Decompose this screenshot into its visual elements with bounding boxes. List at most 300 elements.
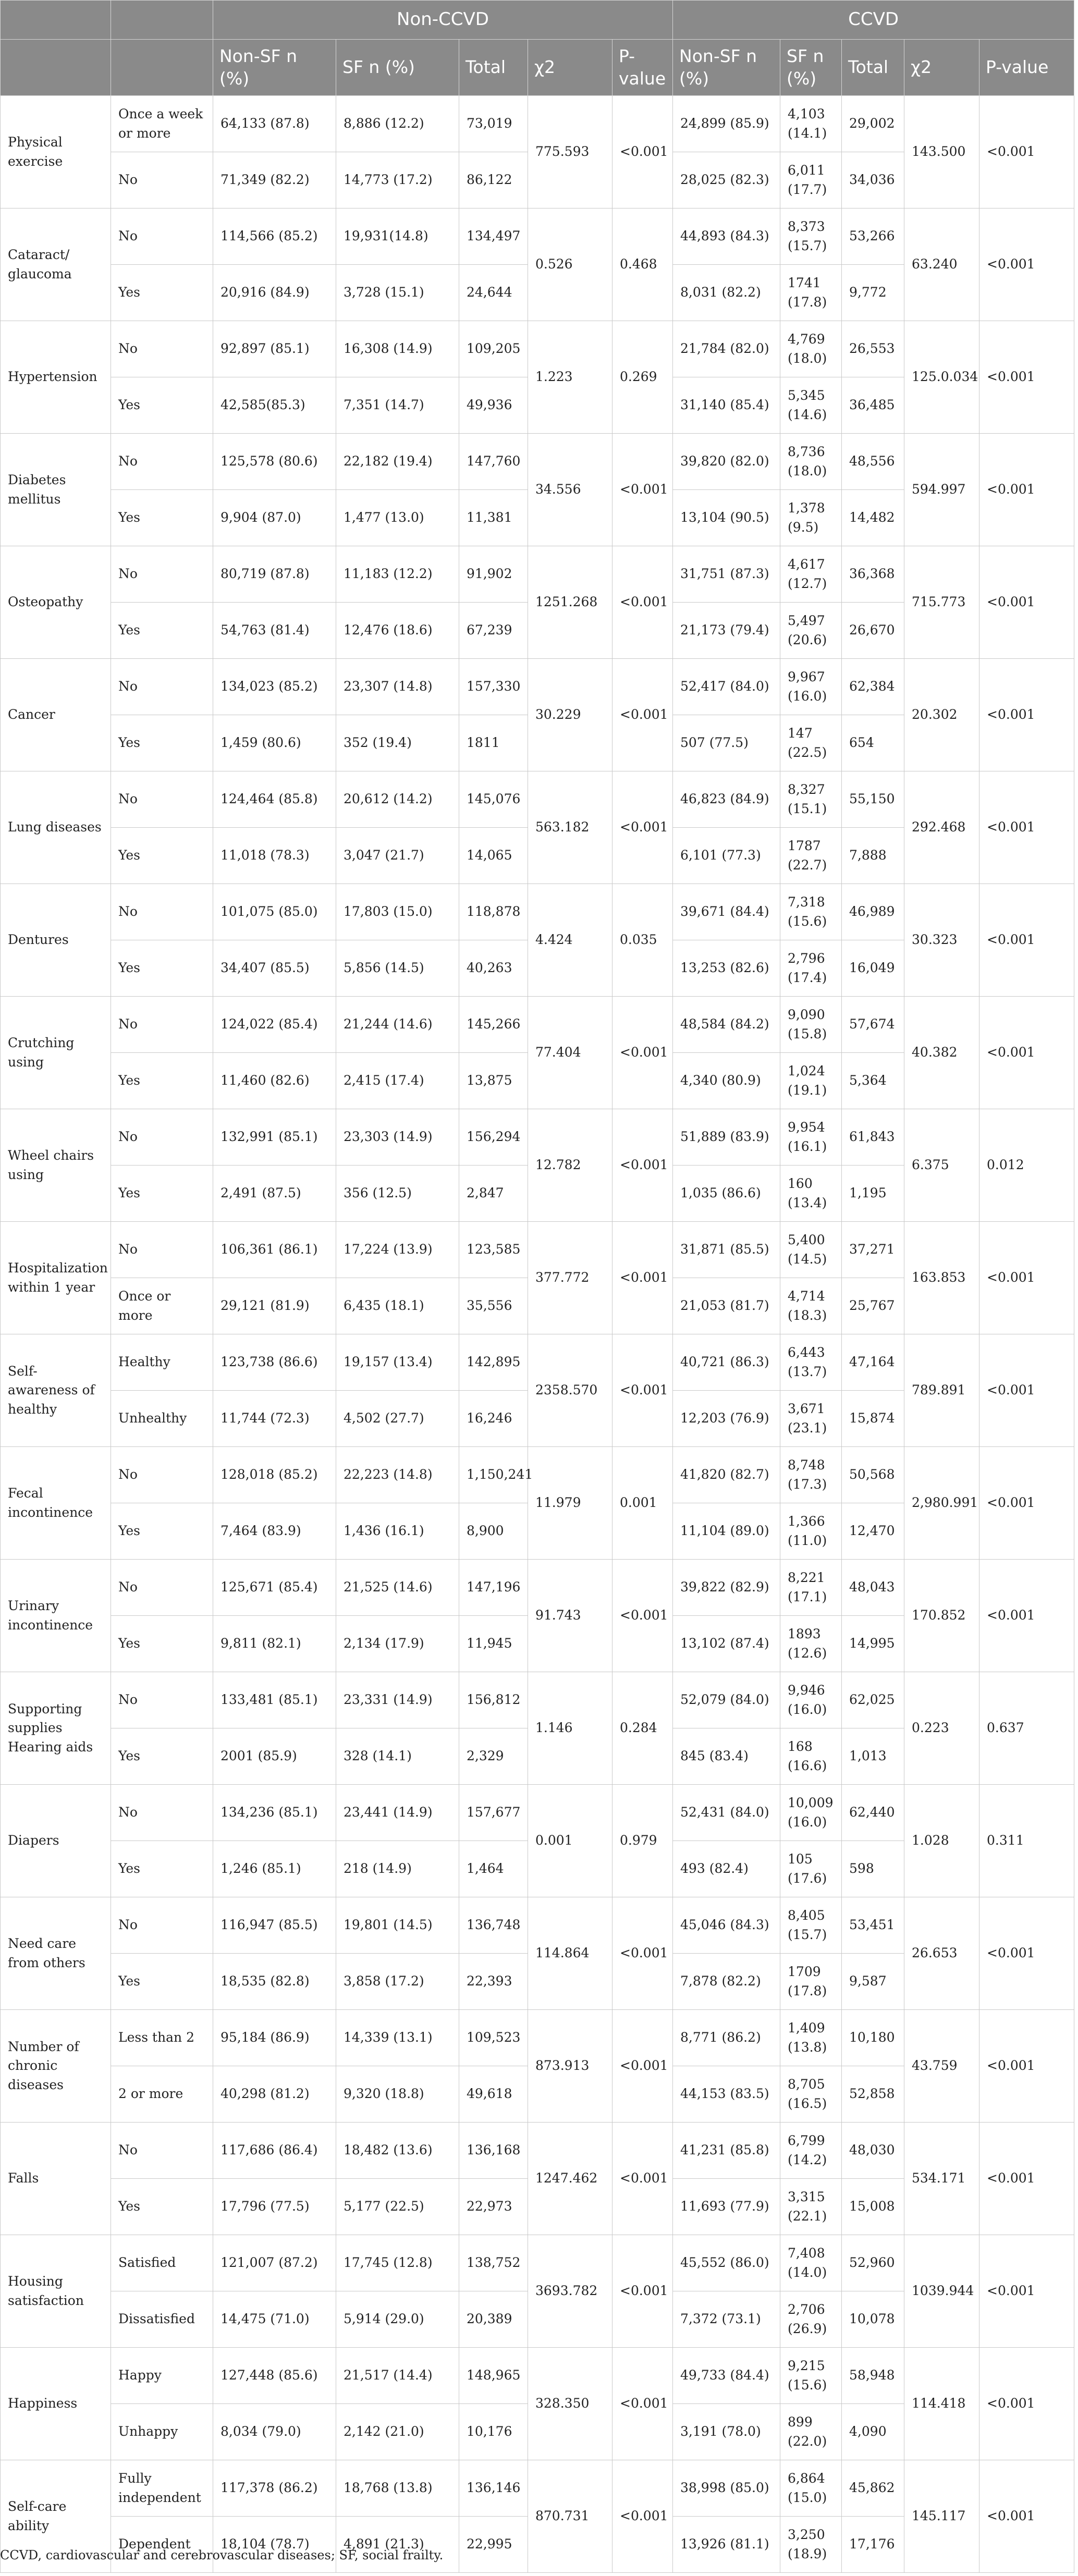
value-cell: 9,772 (842, 265, 904, 321)
level-cell: No (111, 152, 213, 208)
value-cell: 8,031 (82.2) (673, 265, 780, 321)
value-cell: 114,566 (85.2) (213, 208, 336, 265)
value-cell: 138,752 (459, 2235, 528, 2291)
value-cell: 38,998 (85.0) (673, 2460, 780, 2517)
table-row (1, 997, 1074, 1053)
p-value-cell: 0.269 (612, 321, 673, 434)
table-row (1, 1222, 1074, 1278)
table-row (1, 434, 1074, 490)
value-cell: 123,738 (86.6) (213, 1334, 336, 1391)
value-cell: 18,104 (78.7) (213, 2517, 336, 2573)
level-cell: Yes (111, 2179, 213, 2235)
chi-square-cell: 12.782 (528, 1109, 612, 1222)
value-cell: 28,025 (82.3) (673, 152, 780, 208)
p-value-cell: <0.001 (979, 1560, 1074, 1672)
value-cell: 13,926 (81.1) (673, 2517, 780, 2573)
level-cell: No (111, 771, 213, 828)
column-header: SF n (%) (780, 40, 842, 96)
value-cell: 4,617 (12.7) (780, 546, 842, 603)
value-cell: 1,464 (459, 1841, 528, 1897)
value-cell: 11,183 (12.2) (336, 546, 459, 603)
table-row (1, 1109, 1074, 1166)
value-cell: 5,400 (14.5) (780, 1222, 842, 1278)
chi-square-cell: 328.350 (528, 2348, 612, 2460)
value-cell: 1,246 (85.1) (213, 1841, 336, 1897)
value-cell: 2,142 (21.0) (336, 2404, 459, 2460)
value-cell: 105 (17.6) (780, 1841, 842, 1897)
value-cell: 1,013 (842, 1728, 904, 1785)
value-cell: 134,023 (85.2) (213, 659, 336, 715)
value-cell: 39,671 (84.4) (673, 884, 780, 940)
level-cell: No (111, 1447, 213, 1503)
value-cell: 7,408 (14.0) (780, 2235, 842, 2291)
chi-square-cell: 775.593 (528, 96, 612, 208)
level-cell: No (111, 1897, 213, 1954)
value-cell: 31,871 (85.5) (673, 1222, 780, 1278)
value-cell: 29,121 (81.9) (213, 1278, 336, 1334)
variable-cell: Fecal incontinence (1, 1447, 111, 1560)
p-value-cell: <0.001 (612, 2235, 673, 2348)
level-cell: Yes (111, 490, 213, 546)
value-cell: 58,948 (842, 2348, 904, 2404)
p-value-cell: <0.001 (612, 1897, 673, 2010)
chi-square-cell: 114.864 (528, 1897, 612, 2010)
value-cell: 142,895 (459, 1334, 528, 1391)
chi-square-cell: 2,980.991 (904, 1447, 979, 1560)
value-cell: 168 (16.6) (780, 1728, 842, 1785)
value-cell: 10,180 (842, 2010, 904, 2066)
value-cell: 48,556 (842, 434, 904, 490)
variable-cell: Supporting supplies Hearing aids (1, 1672, 111, 1785)
level-cell: Yes (111, 377, 213, 434)
chi-square-cell: 114.418 (904, 2348, 979, 2460)
value-cell: 9,904 (87.0) (213, 490, 336, 546)
chi-square-cell: 563.182 (528, 771, 612, 884)
value-cell: 48,030 (842, 2123, 904, 2179)
value-cell: 19,931(14.8) (336, 208, 459, 265)
value-cell: 49,618 (459, 2066, 528, 2123)
variable-cell: Number of chronic diseases (1, 2010, 111, 2123)
chi-square-cell: 2358.570 (528, 1334, 612, 1447)
column-header: χ2 (528, 40, 612, 96)
value-cell: 23,331 (14.9) (336, 1672, 459, 1728)
level-cell: Yes (111, 715, 213, 771)
p-value-cell: <0.001 (979, 771, 1074, 884)
value-cell: 4,714 (18.3) (780, 1278, 842, 1334)
chi-square-cell: 63.240 (904, 208, 979, 321)
value-cell: 1,195 (842, 1166, 904, 1222)
value-cell: 49,936 (459, 377, 528, 434)
p-value-cell: <0.001 (612, 1109, 673, 1222)
chi-square-cell: 789.891 (904, 1334, 979, 1447)
value-cell: 156,812 (459, 1672, 528, 1728)
value-cell: 4,090 (842, 2404, 904, 2460)
value-cell: 17,176 (842, 2517, 904, 2573)
value-cell: 109,523 (459, 2010, 528, 2066)
value-cell: 116,947 (85.5) (213, 1897, 336, 1954)
p-value-cell: <0.001 (979, 997, 1074, 1109)
level-cell: Happy (111, 2348, 213, 2404)
value-cell: 1709 (17.8) (780, 1954, 842, 2010)
value-cell: 2,491 (87.5) (213, 1166, 336, 1222)
value-cell: 6,011 (17.7) (780, 152, 842, 208)
value-cell: 356 (12.5) (336, 1166, 459, 1222)
value-cell: 45,862 (842, 2460, 904, 2517)
value-cell: 7,464 (83.9) (213, 1503, 336, 1560)
value-cell: 14,065 (459, 828, 528, 884)
p-value-cell: <0.001 (612, 659, 673, 771)
value-cell: 11,018 (78.3) (213, 828, 336, 884)
chi-square-cell: 594.997 (904, 434, 979, 546)
value-cell: 101,075 (85.0) (213, 884, 336, 940)
column-header: SF n (%) (336, 40, 459, 96)
value-cell: 134,236 (85.1) (213, 1785, 336, 1841)
p-value-cell: <0.001 (612, 2010, 673, 2123)
value-cell: 4,502 (27.7) (336, 1391, 459, 1447)
value-cell: 1,150,241 (459, 1447, 528, 1503)
value-cell: 8,705 (16.5) (780, 2066, 842, 2123)
value-cell: 11,744 (72.3) (213, 1391, 336, 1447)
value-cell: 62,440 (842, 1785, 904, 1841)
value-cell: 133,481 (85.1) (213, 1672, 336, 1728)
value-cell: 80,719 (87.8) (213, 546, 336, 603)
value-cell: 26,670 (842, 603, 904, 659)
variable-cell: Need care from others (1, 1897, 111, 2010)
table-row (1, 2123, 1074, 2179)
p-value-cell: <0.001 (979, 1447, 1074, 1560)
value-cell: 48,043 (842, 1560, 904, 1616)
column-header: Total (459, 40, 528, 96)
p-value-cell: <0.001 (612, 1334, 673, 1447)
value-cell: 37,271 (842, 1222, 904, 1278)
value-cell: 1,436 (16.1) (336, 1503, 459, 1560)
chi-square-cell: 1247.462 (528, 2123, 612, 2235)
value-cell: 7,878 (82.2) (673, 1954, 780, 2010)
value-cell: 15,008 (842, 2179, 904, 2235)
value-cell: 654 (842, 715, 904, 771)
level-cell: No (111, 546, 213, 603)
level-cell: Yes (111, 940, 213, 997)
value-cell: 9,954 (16.1) (780, 1109, 842, 1166)
value-cell: 157,330 (459, 659, 528, 715)
value-cell: 6,101 (77.3) (673, 828, 780, 884)
p-value-cell: <0.001 (979, 2348, 1074, 2460)
value-cell: 48,584 (84.2) (673, 997, 780, 1053)
value-cell: 14,339 (13.1) (336, 2010, 459, 2066)
value-cell: 3,671 (23.1) (780, 1391, 842, 1447)
value-cell: 31,751 (87.3) (673, 546, 780, 603)
variable-cell: Urinary incontinence (1, 1560, 111, 1672)
variable-cell: Osteopathy (1, 546, 111, 659)
level-cell: Once or more (111, 1278, 213, 1334)
chi-square-cell: 170.852 (904, 1560, 979, 1672)
value-cell: 118,878 (459, 884, 528, 940)
p-value-cell: <0.001 (979, 884, 1074, 997)
header-blank (1, 1, 111, 40)
p-value-cell: <0.001 (612, 2348, 673, 2460)
table-row (1, 321, 1074, 377)
p-value-cell: <0.001 (612, 96, 673, 208)
p-value-cell: 0.637 (979, 1672, 1074, 1785)
value-cell: 31,140 (85.4) (673, 377, 780, 434)
value-cell: 12,203 (76.9) (673, 1391, 780, 1447)
value-cell: 36,368 (842, 546, 904, 603)
group-header-ccvd: CCVD (673, 1, 1074, 40)
p-value-cell: 0.311 (979, 1785, 1074, 1897)
column-header: Non-SF n (%) (673, 40, 780, 96)
p-value-cell: 0.001 (612, 1447, 673, 1560)
value-cell: 29,002 (842, 96, 904, 152)
value-cell: 11,460 (82.6) (213, 1053, 336, 1109)
value-cell: 15,874 (842, 1391, 904, 1447)
value-cell: 71,349 (82.2) (213, 152, 336, 208)
level-cell: Yes (111, 603, 213, 659)
value-cell: 3,858 (17.2) (336, 1954, 459, 2010)
value-cell: 21,525 (14.6) (336, 1560, 459, 1616)
variable-cell: Self-awareness of healthy (1, 1334, 111, 1447)
chi-square-cell: 77.404 (528, 997, 612, 1109)
value-cell: 7,888 (842, 828, 904, 884)
value-cell: 134,497 (459, 208, 528, 265)
value-cell: 218 (14.9) (336, 1841, 459, 1897)
value-cell: 21,053 (81.7) (673, 1278, 780, 1334)
value-cell: 899 (22.0) (780, 2404, 842, 2460)
table-row (1, 2348, 1074, 2404)
value-cell: 40,298 (81.2) (213, 2066, 336, 2123)
value-cell: 147 (22.5) (780, 715, 842, 771)
level-cell: No (111, 1672, 213, 1728)
value-cell: 39,822 (82.9) (673, 1560, 780, 1616)
variable-cell: Cancer (1, 659, 111, 771)
chi-square-cell: 715.773 (904, 546, 979, 659)
value-cell: 52,858 (842, 2066, 904, 2123)
value-cell: 9,090 (15.8) (780, 997, 842, 1053)
value-cell: 46,823 (84.9) (673, 771, 780, 828)
value-cell: 20,612 (14.2) (336, 771, 459, 828)
table-row (1, 659, 1074, 715)
value-cell: 9,320 (18.8) (336, 2066, 459, 2123)
value-cell: 62,384 (842, 659, 904, 715)
variable-cell: Lung diseases (1, 771, 111, 884)
value-cell: 125,578 (80.6) (213, 434, 336, 490)
value-cell: 53,266 (842, 208, 904, 265)
value-cell: 3,250 (18.9) (780, 2517, 842, 2573)
value-cell: 10,078 (842, 2291, 904, 2348)
table-row (1, 1447, 1074, 1503)
p-value-cell: <0.001 (979, 208, 1074, 321)
value-cell: 493 (82.4) (673, 1841, 780, 1897)
value-cell: 18,482 (13.6) (336, 2123, 459, 2179)
chi-square-cell: 870.731 (528, 2460, 612, 2573)
chi-square-cell: 0.001 (528, 1785, 612, 1897)
value-cell: 8,771 (86.2) (673, 2010, 780, 2066)
table-row (1, 1897, 1074, 1954)
value-cell: 5,177 (22.5) (336, 2179, 459, 2235)
value-cell: 147,196 (459, 1560, 528, 1616)
table-row (1, 2460, 1074, 2517)
chi-square-cell: 30.229 (528, 659, 612, 771)
value-cell: 4,769 (18.0) (780, 321, 842, 377)
value-cell: 9,215 (15.6) (780, 2348, 842, 2404)
value-cell: 17,796 (77.5) (213, 2179, 336, 2235)
column-header: P-value (612, 40, 673, 96)
value-cell: 1,366 (11.0) (780, 1503, 842, 1560)
value-cell: 2,134 (17.9) (336, 1616, 459, 1672)
level-cell: No (111, 659, 213, 715)
level-cell: 2 or more (111, 2066, 213, 2123)
value-cell: 67,239 (459, 603, 528, 659)
value-cell: 12,476 (18.6) (336, 603, 459, 659)
value-cell: 24,899 (85.9) (673, 96, 780, 152)
value-cell: 124,022 (85.4) (213, 997, 336, 1053)
level-cell: Dissatisfied (111, 2291, 213, 2348)
value-cell: 4,103 (14.1) (780, 96, 842, 152)
table-footnote: CCVD, cardiovascular and cerebrovascular diseases; SF, social frailty. (0, 2548, 444, 2562)
value-cell: 1,477 (13.0) (336, 490, 459, 546)
variable-cell: Falls (1, 2123, 111, 2235)
chi-square-cell: 34.556 (528, 434, 612, 546)
table-row (1, 2235, 1074, 2291)
variable-cell: Diabetes mellitus (1, 434, 111, 546)
level-cell: Yes (111, 1954, 213, 2010)
value-cell: 845 (83.4) (673, 1728, 780, 1785)
value-cell: 109,205 (459, 321, 528, 377)
chi-square-cell: 0.223 (904, 1672, 979, 1785)
value-cell: 8,405 (15.7) (780, 1897, 842, 1954)
header-blank (1, 40, 111, 96)
p-value-cell: <0.001 (612, 771, 673, 884)
level-cell: No (111, 2123, 213, 2179)
chi-square-cell: 292.468 (904, 771, 979, 884)
chi-square-cell: 534.171 (904, 2123, 979, 2235)
variable-cell: Dentures (1, 884, 111, 997)
chi-square-cell: 1.028 (904, 1785, 979, 1897)
value-cell: 117,378 (86.2) (213, 2460, 336, 2517)
p-value-cell: <0.001 (979, 1334, 1074, 1447)
value-cell: 8,900 (459, 1503, 528, 1560)
level-cell: Yes (111, 265, 213, 321)
value-cell: 10,176 (459, 2404, 528, 2460)
value-cell: 54,763 (81.4) (213, 603, 336, 659)
level-cell: Yes (111, 1616, 213, 1672)
value-cell: 4,340 (80.9) (673, 1053, 780, 1109)
chi-square-cell: 20.302 (904, 659, 979, 771)
value-cell: 1811 (459, 715, 528, 771)
value-cell: 18,768 (13.8) (336, 2460, 459, 2517)
value-cell: 136,168 (459, 2123, 528, 2179)
value-cell: 16,246 (459, 1391, 528, 1447)
value-cell: 46,989 (842, 884, 904, 940)
value-cell: 132,991 (85.1) (213, 1109, 336, 1166)
p-value-cell: 0.284 (612, 1672, 673, 1785)
value-cell: 145,076 (459, 771, 528, 828)
value-cell: 22,995 (459, 2517, 528, 2573)
value-cell: 8,886 (12.2) (336, 96, 459, 152)
chi-square-cell: 873.913 (528, 2010, 612, 2123)
level-cell: No (111, 434, 213, 490)
chi-square-cell: 43.759 (904, 2010, 979, 2123)
chi-square-cell: 6.375 (904, 1109, 979, 1222)
chi-square-cell: 1039.944 (904, 2235, 979, 2348)
table-row (1, 1785, 1074, 1841)
value-cell: 45,046 (84.3) (673, 1897, 780, 1954)
value-cell: 39,820 (82.0) (673, 434, 780, 490)
table-row (1, 208, 1074, 265)
column-header: Total (842, 40, 904, 96)
value-cell: 1787 (22.7) (780, 828, 842, 884)
value-cell: 19,157 (13.4) (336, 1334, 459, 1391)
p-value-cell: 0.035 (612, 884, 673, 997)
value-cell: 16,308 (14.9) (336, 321, 459, 377)
p-value-cell: 0.468 (612, 208, 673, 321)
column-header: Non-SF n (%) (213, 40, 336, 96)
value-cell: 117,686 (86.4) (213, 2123, 336, 2179)
value-cell: 18,535 (82.8) (213, 1954, 336, 2010)
value-cell: 22,973 (459, 2179, 528, 2235)
value-cell: 13,253 (82.6) (673, 940, 780, 997)
value-cell: 11,104 (89.0) (673, 1503, 780, 1560)
value-cell: 21,784 (82.0) (673, 321, 780, 377)
value-cell: 11,381 (459, 490, 528, 546)
p-value-cell: <0.001 (979, 546, 1074, 659)
value-cell: 123,585 (459, 1222, 528, 1278)
value-cell: 11,945 (459, 1616, 528, 1672)
level-cell: Dependent (111, 2517, 213, 2573)
value-cell: 1,409 (13.8) (780, 2010, 842, 2066)
table-row (1, 96, 1074, 152)
variable-cell: Happiness (1, 2348, 111, 2460)
value-cell: 40,263 (459, 940, 528, 997)
value-cell: 106,361 (86.1) (213, 1222, 336, 1278)
value-cell: 73,019 (459, 96, 528, 152)
table-header (1, 1, 1074, 96)
chi-square-cell: 40.382 (904, 997, 979, 1109)
value-cell: 17,745 (12.8) (336, 2235, 459, 2291)
value-cell: 14,995 (842, 1616, 904, 1672)
value-cell: 8,221 (17.1) (780, 1560, 842, 1616)
value-cell: 9,946 (16.0) (780, 1672, 842, 1728)
value-cell: 7,372 (73.1) (673, 2291, 780, 2348)
value-cell: 136,146 (459, 2460, 528, 2517)
value-cell: 156,294 (459, 1109, 528, 1166)
chi-square-cell: 91.743 (528, 1560, 612, 1672)
value-cell: 3,191 (78.0) (673, 2404, 780, 2460)
chi-square-cell: 1.146 (528, 1672, 612, 1785)
value-cell: 14,475 (71.0) (213, 2291, 336, 2348)
p-value-cell: <0.001 (612, 1222, 673, 1334)
chi-square-cell: 145.117 (904, 2460, 979, 2573)
value-cell: 5,364 (842, 1053, 904, 1109)
value-cell: 121,007 (87.2) (213, 2235, 336, 2291)
value-cell: 1,378 (9.5) (780, 490, 842, 546)
chi-square-cell: 4.424 (528, 884, 612, 997)
value-cell: 21,517 (14.4) (336, 2348, 459, 2404)
value-cell: 44,153 (83.5) (673, 2066, 780, 2123)
header-blank (111, 1, 213, 40)
column-header: χ2 (904, 40, 979, 96)
value-cell: 1741 (17.8) (780, 265, 842, 321)
value-cell: 3,047 (21.7) (336, 828, 459, 884)
value-cell: 52,960 (842, 2235, 904, 2291)
value-cell: 6,799 (14.2) (780, 2123, 842, 2179)
value-cell: 147,760 (459, 434, 528, 490)
value-cell: 1893 (12.6) (780, 1616, 842, 1672)
value-cell: 16,049 (842, 940, 904, 997)
column-header: P-value (979, 40, 1074, 96)
value-cell: 34,036 (842, 152, 904, 208)
value-cell: 22,182 (19.4) (336, 434, 459, 490)
value-cell: 7,318 (15.6) (780, 884, 842, 940)
